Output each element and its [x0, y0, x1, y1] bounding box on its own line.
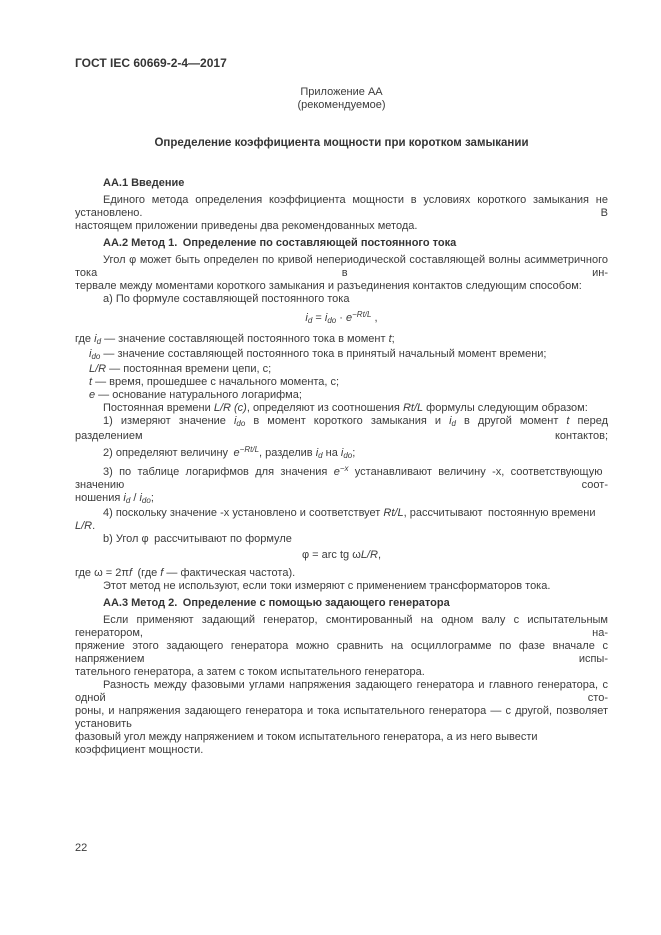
- annex-type: (рекомендуемое): [297, 99, 386, 111]
- document-content: [75, 56, 608, 757]
- section-heading: АА.3 Метод 2. Определение с помощью задающего генератора: [103, 597, 450, 609]
- annex-block: [75, 86, 608, 112]
- text-line: 4) поскольку значение -x установлено и соответствует Rt/L, рассчитывают постоянную времени L/R.: [75, 507, 596, 532]
- text-line: Разность между фазовыми углами напряжения задающего генератора и главного генератора, с одной сто-: [75, 679, 608, 704]
- text-line: L/R — постоянная времени цепи, с;: [89, 363, 272, 375]
- text-line: t — время, прошедшее с начального момента, с;: [89, 376, 340, 388]
- text-line: Угол φ может быть определен по кривой непериодической составляющей волны асимметричного тока в ин-: [75, 254, 608, 279]
- text-line: пряжение этого задающего генератора можно сравнить на осциллограмме по фазе вначале с напряжением испы-: [75, 640, 608, 665]
- section-heading: АА.2 Метод 1. Определение по составляющей постоянного тока: [103, 237, 457, 249]
- formula-line: φ = arc tg ωL/R,: [301, 549, 381, 561]
- document-header: ГОСТ IEC 60669-2-4—2017: [75, 56, 227, 70]
- text-line: где ω = 2πf (где f — фактическая частота).: [75, 567, 296, 579]
- text-line: фазовый угол между напряжением и током испытательного генератора, а из него вывести коэффициент мощности.: [75, 731, 538, 756]
- text-line: тервале между моментами короткого замыкания и разъединения контактов следующим способом:: [75, 280, 582, 292]
- text-line: Этот метод не используют, если токи измеряют с применением трансформаторов тока.: [103, 580, 551, 592]
- text-line: Если применяют задающий генератор, смонтированный на одном валу с испытательным генератором, на-: [75, 614, 608, 639]
- text-line: a) По формуле составляющей постоянного тока: [103, 293, 350, 305]
- text-line: ношения id / ido;: [75, 492, 154, 505]
- text-line: тательного генератора, а затем с током испытательного генератора.: [75, 666, 425, 678]
- text-line: e — основание натурального логарифма;: [89, 389, 302, 401]
- text-line: Постоянная времени L/R (с), определяют из соотношения Rt/L формулы следующим образом:: [103, 402, 588, 414]
- document-body: [75, 177, 608, 757]
- text-line: b) Угол φ рассчитывают по формуле: [103, 533, 292, 545]
- document-title: Определение коэффициента мощности при коротком замыкании: [154, 137, 529, 149]
- text-line: настоящем приложении приведены два рекомендованных метода.: [75, 220, 418, 232]
- text-line: ido — значение составляющей постоянного тока в принятый начальный момент времени;: [89, 348, 547, 361]
- annex-name: Приложение АА: [300, 86, 383, 98]
- text-line: Единого метода определения коэффициента мощности в условиях короткого замыкания не установлено. В: [75, 194, 608, 219]
- page-number: 22: [75, 842, 88, 854]
- formula-line: id = ido · $e^{-Rt/L}$ ,: [305, 310, 378, 325]
- text-line: 2) определяют величину $e^{-Rt/L}$, разделив id на ido;: [103, 445, 356, 460]
- text-line: 1) измеряют значение ido в момент короткого замыкания и id в другой момент t перед разделением контактов;: [75, 415, 608, 442]
- text-line: 3) по таблице логарифмов для значения $e^{-x}$ устанавливают величину -x, соответствующую значению соот-: [75, 464, 608, 491]
- text-line: где id — значение составляющей постоянного тока в момент t;: [75, 333, 395, 346]
- text-line: роны, и напряжения задающего генератора и тока испытательного генератора — с другой, позволяет установить: [75, 705, 608, 730]
- section-heading: АА.1 Введение: [103, 177, 185, 189]
